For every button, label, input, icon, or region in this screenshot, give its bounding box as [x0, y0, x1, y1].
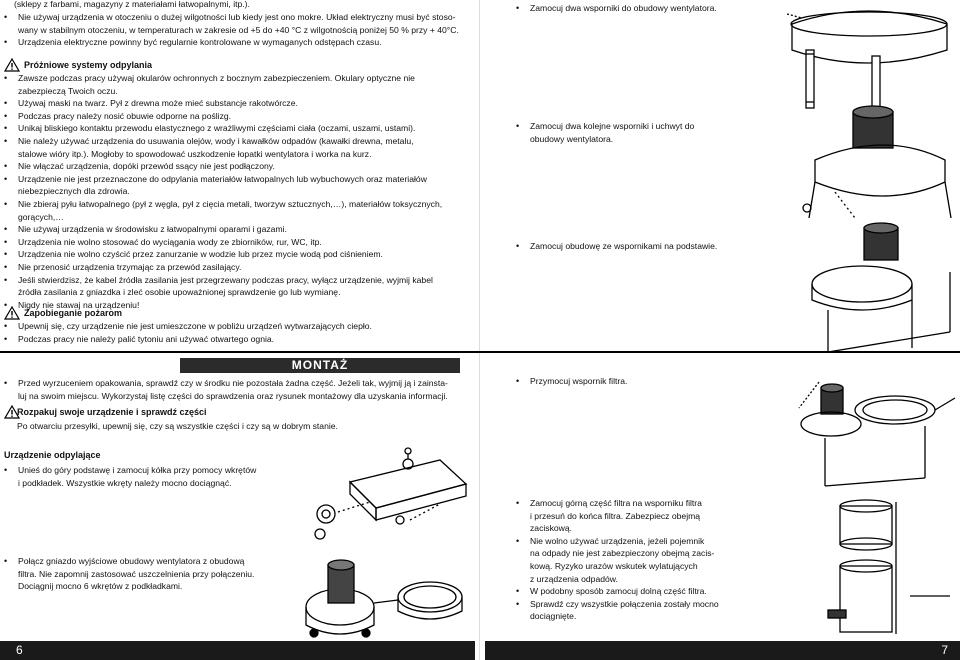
page-number-right: 7 [485, 641, 960, 660]
list-item-cont: kową. Ryzyko urazów wskutek wylatujących [530, 560, 698, 571]
list-item: • Sprawdź czy wszystkie połączenia zostały mocno [512, 598, 757, 611]
list-item-cont: obudowy wentylatora. [530, 133, 614, 144]
list-item-cont: i przesuń do końca filtra. Zabezpiecz obejmą [530, 510, 701, 521]
list-item: • Nie włączać urządzenia, dopóki przewód ssący nie jest podłączony. [0, 160, 475, 173]
list-item: • Zamocuj górną część filtra na wsporniku filtra [512, 497, 757, 510]
unpack-text: Po otwarciu przesyłki, upewnij się, czy są wszystkie części i czy są w dobrym stanie. [17, 421, 338, 431]
list-item-cont: filtra. Nie zapomnij zastosować uszczelnienia przy połączeniu. [18, 568, 255, 579]
list-item: • Podczas pracy nie należy palić tytoniu ani używać otwartego ognia. [0, 333, 475, 346]
list-item-cont: wany w stabilnym otoczeniu, w temperaturach w zakresie od +5 do +40 °C z wilgotnością poniżej 50 % przy + 40°C. [18, 24, 459, 35]
base-casters-illustration [290, 442, 475, 547]
connect-steps [0, 555, 280, 593]
list-item-cont: zabezpieczą Twoich oczu. [18, 85, 118, 96]
step-mount-housing [512, 240, 752, 253]
list-item: • Połącz gniazdo wyjściowe obudowy wentylatora z obudową [0, 555, 280, 568]
warning-icon [4, 306, 20, 320]
list-item: • Nie należy używać urządzenia do usuwania olejów, wody i kawałków odpadów (kawałki drewna, metalu, [0, 135, 475, 148]
step-filter-bracket [512, 375, 752, 388]
list-item: • Nie zbieraj pyłu łatwopalnego (pył z węgla, pył z cięcia metali, tworzyw sztucznych,…), materiałów toksycznych, [0, 198, 475, 211]
list-item: • Unieś do góry podstawę i zamocuj kółka przy pomocy wkrętów [0, 464, 280, 477]
list-item-cont: i podkładek. Wszystkie wkręty należy mocno dociągnąć. [18, 477, 232, 488]
list-item: • Upewnij się, czy urządzenie nie jest umieszczone w pobliżu urządzeń wytwarzających ciepło. [0, 320, 475, 333]
list-item-cont: z urządzenia odpadów. [530, 573, 618, 584]
list-item: • Nigdy nie stawaj na urządzeniu! [0, 299, 475, 312]
list-item: • Podczas pracy należy nosić obuwie odporne na poślizg. [0, 110, 475, 123]
list-item: • Jeśli stwierdzisz, że kabel źródła zasilania jest przegrzewany podczas pracy, wyłącz urządzenie, wyjmij kabel [0, 274, 475, 287]
list-item: • Używaj maski na twarz. Pył z drewna może mieć substancje rakotwórcze. [0, 97, 475, 110]
step-more-brackets [512, 120, 742, 145]
dust-systems-heading: Próżniowe systemy odpylania [24, 60, 153, 70]
electrical-safety-list [0, 11, 475, 49]
blower-filter-illustration [290, 545, 475, 640]
list-item: • Urządzenie nie jest przeznaczone do odpylania materiałów łatwopalnych lub wybuchowych oraz materiałów [0, 173, 475, 186]
list-item: • Zamocuj dwa kolejne wsporniki i uchwyt do [512, 120, 742, 133]
list-item-cont: dociągnięte. [530, 611, 577, 622]
list-item: • Zamocuj dwa wsporniki do obudowy wentylatora. [512, 2, 742, 15]
list-item: • Przed wyrzuceniem opakowania, sprawdź czy w środku nie pozostała żadna część. Jeżeli tak, wyjmij ją i zainsta- [0, 377, 475, 390]
list-item-cont: stalowe wióry itp.). Mogłoby to spowodować uszkodzenie łopatki wentylatora i worka na kurz. [18, 148, 372, 159]
filter-bags-illustration [800, 496, 958, 638]
list-item: • Zamocuj obudowę ze wspornikami na podstawie. [512, 240, 752, 253]
fire-safety-list [0, 320, 475, 345]
list-item-cont: na odpady nie jest zabezpieczony obejmą zacis- [530, 548, 715, 559]
device-steps [0, 464, 280, 489]
list-item-cont: gorących,… [18, 211, 64, 222]
warning-icon [4, 58, 20, 72]
step-brackets [512, 2, 742, 15]
list-item-cont: luj na swoim miejscu. Wykorzystaj listę części do sprawdzenia oraz rysunek montażowy dla uzyskania informacji. [18, 390, 448, 401]
unpack-heading: Rozpakuj swoje urządzenie i sprawdź części [17, 407, 207, 417]
list-item: • W podobny sposób zamocuj dolną część filtra. [512, 585, 757, 598]
dust-safety-list [0, 72, 475, 311]
page-spine [479, 0, 480, 660]
list-item: • Nie przenosić urządzenia trzymając za przewód zasilający. [0, 261, 475, 274]
page-number-left: 6 [0, 641, 475, 660]
list-item-cont: źródła zasilania z gniazdka i zleć osobie upoważnionej sprawdzenie go lub wymianę. [18, 287, 341, 298]
list-item: • Zawsze podczas pracy używaj okularów ochronnych z bocznym zabezpieczeniem. Okulary optyczne nie [0, 72, 475, 85]
list-item-cont: Dociągnij mocno 6 wkrętów z podkładkami. [18, 581, 183, 592]
list-item-cont: zaciskową. [530, 523, 573, 534]
list-item: • Urządzenia nie wolno stosować do wyciągania wody ze zbiorników, rur, WC, itp. [0, 236, 475, 249]
montaz-heading: MONTAŻ [180, 358, 460, 373]
continued-text: (sklepy z farbami, magazyny z materiałami łatwopalnymi, itp.). [14, 0, 250, 9]
list-item: • Nie używaj urządzenia w otoczeniu o dużej wilgotności lub kiedy jest ono mokre. Układ elektryczny musi być stoso- [0, 11, 475, 24]
list-item: • Urządzenia nie wolno czyścić przez zanurzanie w wodzie lub przez mycie wodą pod ciśnieniem. [0, 248, 475, 261]
list-item: • Unikaj bliskiego kontaktu przewodu elastycznego z wrażliwymi częściami ciała (oczami, uszami, ustami). [0, 122, 475, 135]
montaz-intro [0, 377, 475, 402]
fire-prevention-heading: Zapobieganie pożarom [24, 308, 123, 318]
list-item-cont: niebezpiecznych dla zdrowia. [18, 186, 130, 197]
list-item: • Nie używaj urządzenia w środowisku z łatwopalnymi oparami i gazami. [0, 223, 475, 236]
fan-housing-handle-illustration [795, 100, 955, 220]
filter-bracket-illustration [795, 368, 960, 493]
list-item: • Nie wolno używać urządzenia, jeżeli pojemnik [512, 535, 757, 548]
list-item: • Przymocuj wspornik filtra. [512, 375, 752, 388]
device-heading: Urządzenie odpylające [4, 450, 101, 460]
step-filter-mount [512, 497, 757, 623]
housing-on-base-illustration [800, 222, 960, 362]
list-item: • Urządzenia elektryczne powinny być regularnie kontrolowane w wymaganych odstępach czasu. [0, 36, 475, 49]
